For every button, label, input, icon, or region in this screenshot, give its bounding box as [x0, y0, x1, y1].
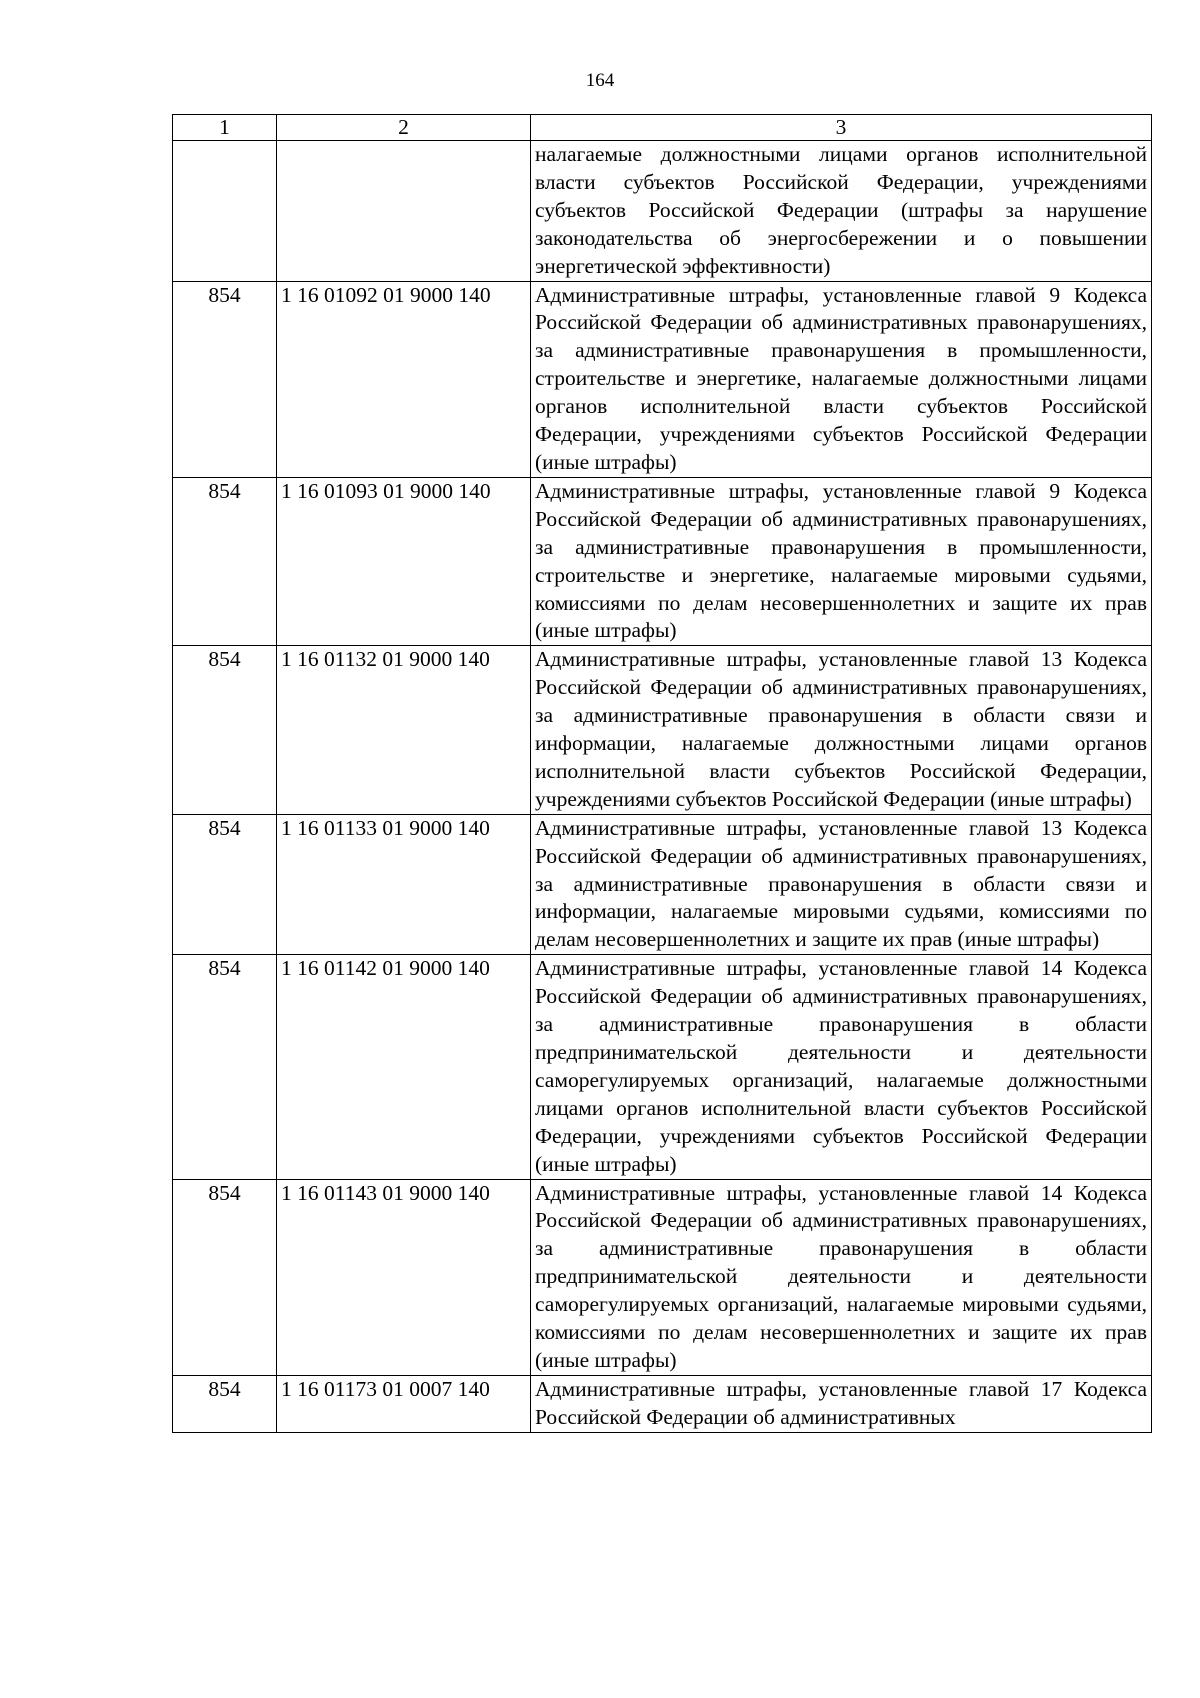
- budget-codes-table: [172, 114, 1152, 1433]
- description-cell: Административные штрафы, установленные главой 13 Кодекса Российской Федерации об административных правонарушениях, за административные правонарушения в области связи и информации, налагаемые должностными лицами органов исполнительной власти субъектов Российской Федерации, учреждениями субъектов Российской Федерации (иные штрафы): [531, 646, 1152, 814]
- description-cell: Административные штрафы, установленные главой 14 Кодекса Российской Федерации об административных правонарушениях, за административные правонарушения в области предпринимательской деятельности и деятельности саморегулируемых организаций, налагаемые мировыми судьями, комиссиями по делам несовершеннолетних и защите их прав (иные штрафы): [531, 1179, 1152, 1375]
- description-cell: налагаемые должностными лицами органов исполнительной власти субъектов Российской Федерации, учреждениями субъектов Российской Федерации (штрафы за нарушение законодательства об энергосбережении и о повышении энергетической эффективности): [531, 141, 1152, 282]
- budget-code-cell: 1 16 01092 01 9000 140: [277, 281, 531, 477]
- table-row: [173, 1375, 1152, 1432]
- table-header-row: [173, 115, 1152, 141]
- budget-code-cell: 1 16 01143 01 9000 140: [277, 1179, 531, 1375]
- description-cell: Административные штрафы, установленные главой 9 Кодекса Российской Федерации об административных правонарушениях, за административные правонарушения в промышленности, строительстве и энергетике, налагаемые мировыми судьями, комиссиями по делам несовершеннолетних и защите их прав (иные штрафы): [531, 477, 1152, 645]
- administrator-code-cell: 854: [173, 281, 277, 477]
- budget-code-cell: 1 16 01093 01 9000 140: [277, 477, 531, 645]
- table-row: [173, 1179, 1152, 1375]
- administrator-code-cell: 854: [173, 814, 277, 955]
- administrator-code-cell: 854: [173, 646, 277, 814]
- budget-code-cell: 1 16 01173 01 0007 140: [277, 1375, 531, 1432]
- column-header-1: 1: [173, 115, 277, 141]
- description-cell: Административные штрафы, установленные главой 13 Кодекса Российской Федерации об административных правонарушениях, за административные правонарушения в области связи и информации, налагаемые мировыми судьями, комиссиями по делам несовершеннолетних и защите их прав (иные штрафы): [531, 814, 1152, 955]
- column-header-2: 2: [277, 115, 531, 141]
- administrator-code-cell: 854: [173, 477, 277, 645]
- table-row: [173, 955, 1152, 1179]
- budget-code-cell: 1 16 01142 01 9000 140: [277, 955, 531, 1179]
- administrator-code-cell: [173, 141, 277, 282]
- table-row: [173, 814, 1152, 955]
- budget-code-cell: [277, 141, 531, 282]
- description-cell: Административные штрафы, установленные главой 9 Кодекса Российской Федерации об административных правонарушениях, за административные правонарушения в промышленности, строительстве и энергетике, налагаемые должностными лицами органов исполнительной власти субъектов Российской Федерации, учреждениями субъектов Российской Федерации (иные штрафы): [531, 281, 1152, 477]
- table-row: [173, 646, 1152, 814]
- table-row: [173, 141, 1152, 282]
- administrator-code-cell: 854: [173, 1179, 277, 1375]
- page-number: 164: [585, 70, 615, 91]
- table-row: [173, 477, 1152, 645]
- administrator-code-cell: 854: [173, 955, 277, 1179]
- column-header-3: 3: [531, 115, 1152, 141]
- administrator-code-cell: 854: [173, 1375, 277, 1432]
- table-row: [173, 281, 1152, 477]
- description-cell: Административные штрафы, установленные главой 17 Кодекса Российской Федерации об административных: [531, 1375, 1152, 1432]
- budget-code-cell: 1 16 01132 01 9000 140: [277, 646, 531, 814]
- description-cell: Административные штрафы, установленные главой 14 Кодекса Российской Федерации об административных правонарушениях, за административные правонарушения в области предпринимательской деятельности и деятельности саморегулируемых организаций, налагаемые должностными лицами органов исполнительной власти субъектов Российской Федерации, учреждениями субъектов Российской Федерации (иные штрафы): [531, 955, 1152, 1179]
- budget-code-cell: 1 16 01133 01 9000 140: [277, 814, 531, 955]
